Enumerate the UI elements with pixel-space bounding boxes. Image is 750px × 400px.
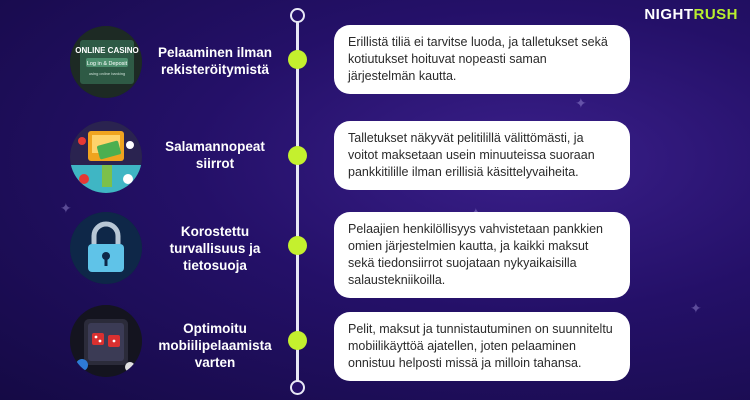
timeline-dot xyxy=(288,331,307,350)
money-transfer-icon xyxy=(70,121,142,193)
feature-description: Talletukset näkyvät pelitilillä välittömästi, ja voitot maksetaan usein minuuteissa suoraan pankkitilille ilman erillisiä käsittelyvaiheita. xyxy=(348,131,595,179)
padlock-icon xyxy=(70,212,142,284)
sparkle-icon: ✦ xyxy=(575,95,587,111)
timeline-end-cap xyxy=(290,380,305,395)
timeline-dot xyxy=(288,236,307,255)
timeline-start-cap xyxy=(290,8,305,23)
sparkle-icon: ✦ xyxy=(690,300,702,316)
feature-title-registration: Pelaaminen ilman rekisteröitymistä xyxy=(157,45,273,77)
brand-logo-part2: RUSH xyxy=(693,6,738,23)
feature-card-registration xyxy=(334,25,630,94)
timeline-dot xyxy=(288,50,307,69)
feature-card-transfers xyxy=(334,121,630,190)
sparkle-icon: ✦ xyxy=(60,200,72,216)
brand-logo-part1: NIGHT xyxy=(644,6,694,23)
brand-logo xyxy=(644,6,738,23)
feature-description: Pelaajien henkilöllisyys vahvistetaan pankkien omien järjestelmien kautta, ja kaikki maksut sekä tiedonsiirrot suojataan nykyaikaisilla salaustekniikoilla. xyxy=(348,222,604,287)
feature-title-security: Korostettu turvallisuus ja tietosuoja xyxy=(169,224,261,273)
online-casino-login-icon xyxy=(70,26,142,98)
mobile-gaming-dice-icon xyxy=(70,305,142,377)
feature-title-mobile: Optimoitu mobiilipelaamista varten xyxy=(158,321,272,370)
feature-card-mobile xyxy=(334,312,630,381)
feature-description: Pelit, maksut ja tunnistautuminen on suunniteltu mobiilikäyttöä ajatellen, joten pelaaminen onnistuu helposti missä ja milloin tahansa. xyxy=(348,322,613,370)
timeline-dot xyxy=(288,146,307,165)
thumb-text-caption: using online banking xyxy=(88,71,126,76)
thumb-text-title: ONLINE CASINO xyxy=(75,46,139,55)
feature-title-transfers: Salamannopeat siirrot xyxy=(165,139,265,171)
feature-description: Erillistä tiliä ei tarvitse luoda, ja talletukset sekä kotiutukset hoituvat nopeasti saman järjestelmän kautta. xyxy=(348,35,608,83)
feature-card-security xyxy=(334,212,630,298)
thumb-text-button: Log in & Deposit xyxy=(86,61,128,67)
